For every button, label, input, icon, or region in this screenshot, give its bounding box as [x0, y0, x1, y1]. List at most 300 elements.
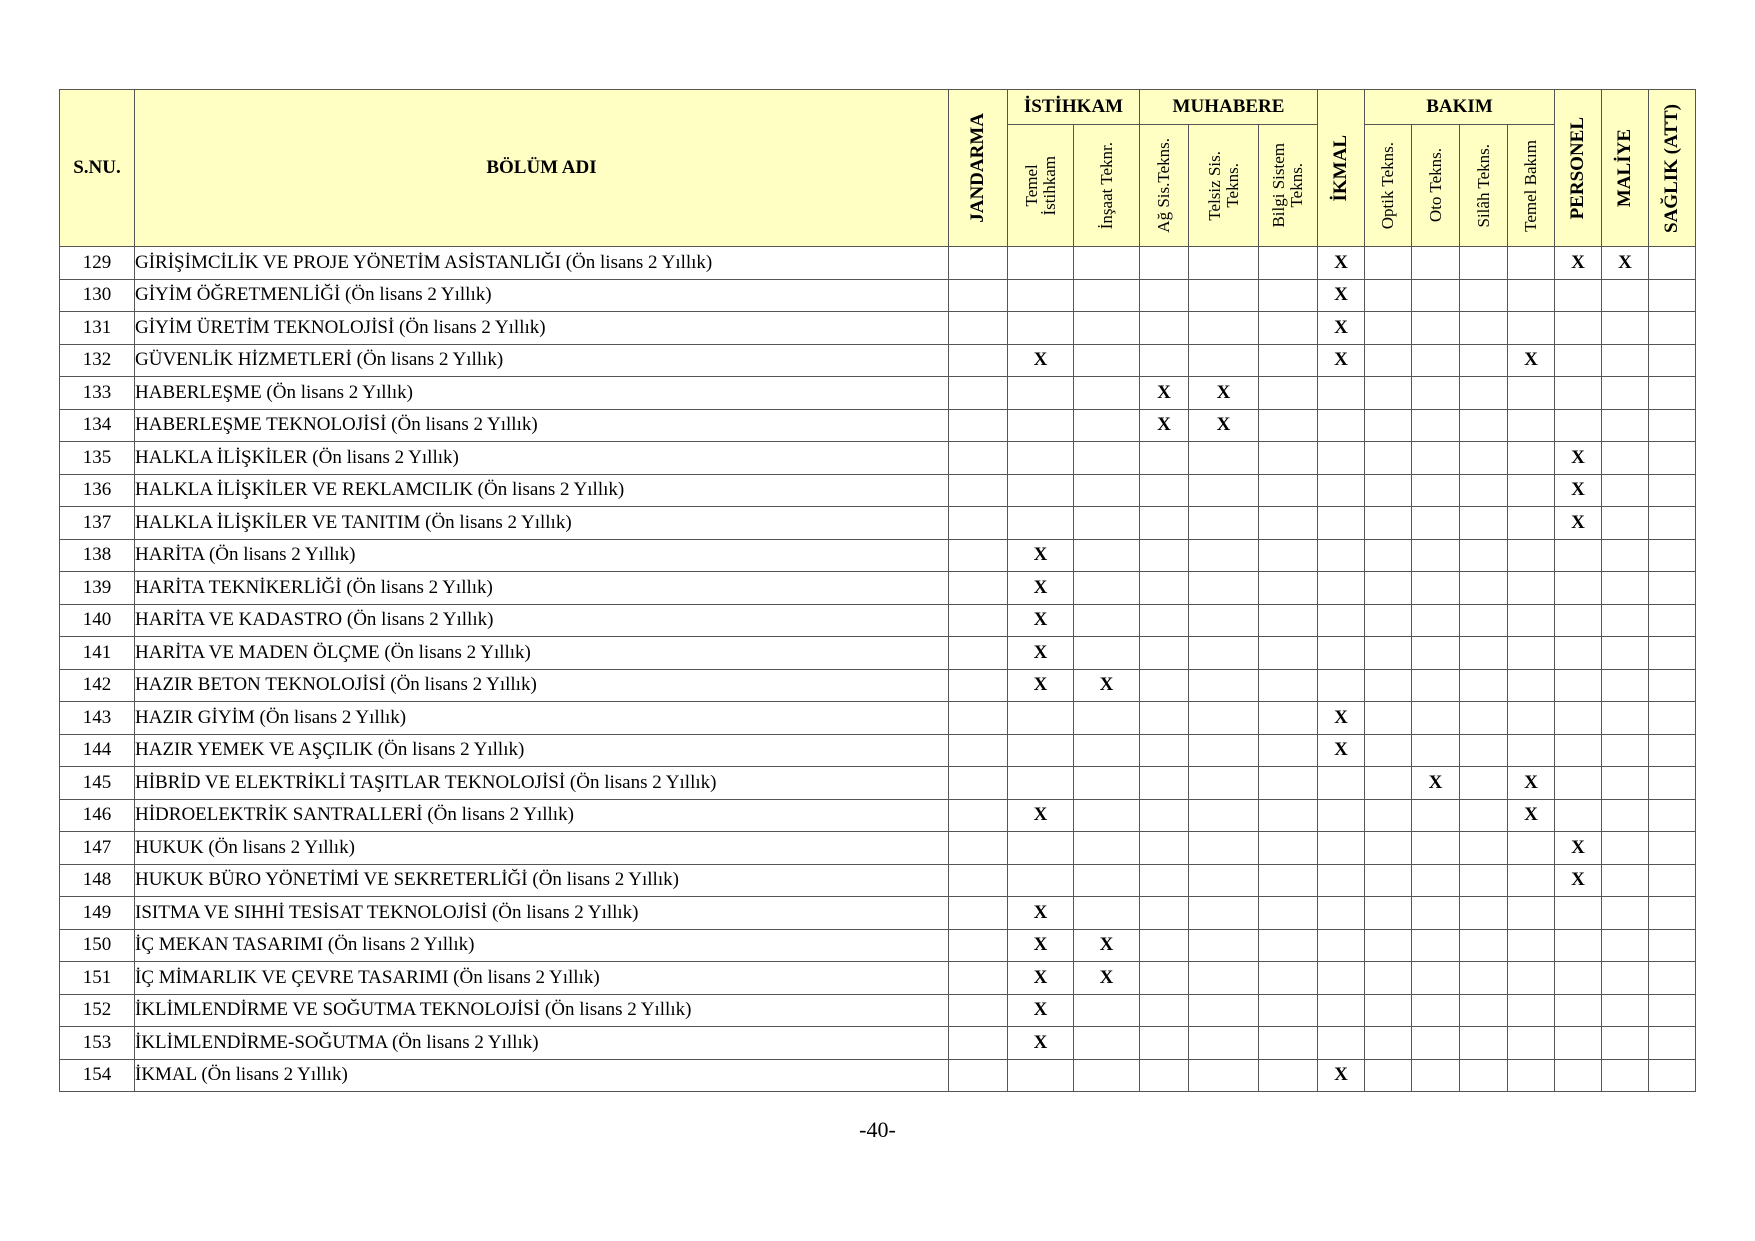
- table-row: [60, 637, 1696, 670]
- table-row: [60, 507, 1696, 540]
- row-mark-cell: [1189, 312, 1259, 345]
- row-mark-cell: [1259, 279, 1318, 312]
- row-mark-cell: [1140, 864, 1189, 897]
- row-mark-cell: [1259, 507, 1318, 540]
- row-mark-cell: [1460, 669, 1508, 702]
- row-mark-cell: [1602, 507, 1649, 540]
- row-mark-cell: [1602, 344, 1649, 377]
- row-mark-cell: X: [1318, 734, 1365, 767]
- row-mark-cell: [1649, 279, 1696, 312]
- row-mark-cell: [1259, 929, 1318, 962]
- row-mark-cell: [1412, 734, 1460, 767]
- row-mark-cell: [1412, 1027, 1460, 1060]
- row-mark-cell: [1259, 344, 1318, 377]
- row-mark-cell: [1365, 442, 1412, 475]
- row-mark-cell: [1412, 572, 1460, 605]
- row-mark-cell: [1508, 864, 1555, 897]
- row-mark-cell: [1460, 442, 1508, 475]
- row-bolum-adi: HARİTA TEKNİKERLİĞİ (Ön lisans 2 Yıllık): [135, 572, 949, 605]
- row-bolum-adi: HİDROELEKTRİK SANTRALLERİ (Ön lisans 2 Yıllık): [135, 799, 949, 832]
- table-row: [60, 377, 1696, 410]
- row-mark-cell: [1365, 702, 1412, 735]
- row-mark-cell: [1074, 637, 1140, 670]
- row-mark-cell: [1602, 539, 1649, 572]
- row-mark-cell: [1318, 572, 1365, 605]
- row-mark-cell: [1074, 312, 1140, 345]
- table-row: [60, 767, 1696, 800]
- row-snu: 135: [60, 442, 135, 475]
- row-mark-cell: [949, 799, 1008, 832]
- row-mark-cell: [1259, 539, 1318, 572]
- row-bolum-adi: GİYİM ÜRETİM TEKNOLOJİSİ (Ön lisans 2 Yıllık): [135, 312, 949, 345]
- row-snu: 150: [60, 929, 135, 962]
- row-mark-cell: [1508, 507, 1555, 540]
- row-mark-cell: [1189, 539, 1259, 572]
- row-mark-cell: [1318, 767, 1365, 800]
- row-snu: 138: [60, 539, 135, 572]
- header-silah: [1460, 125, 1508, 247]
- row-mark-cell: [1508, 474, 1555, 507]
- row-bolum-adi: HALKLA İLİŞKİLER (Ön lisans 2 Yıllık): [135, 442, 949, 475]
- table-row: [60, 1059, 1696, 1092]
- row-mark-cell: [1189, 702, 1259, 735]
- row-mark-cell: [1365, 767, 1412, 800]
- row-snu: 139: [60, 572, 135, 605]
- row-mark-cell: [1649, 962, 1696, 995]
- row-mark-cell: [1460, 994, 1508, 1027]
- table-body: [60, 247, 1696, 1092]
- row-mark-cell: [1189, 994, 1259, 1027]
- row-mark-cell: [1365, 409, 1412, 442]
- header-silah-label: Silâh Tekns.: [1473, 143, 1493, 228]
- row-mark-cell: [1602, 897, 1649, 930]
- header-saglik-label: SAĞLIK (ATT): [1661, 103, 1683, 233]
- row-mark-cell: [1318, 377, 1365, 410]
- row-mark-cell: [1649, 539, 1696, 572]
- row-mark-cell: [1460, 1059, 1508, 1092]
- row-mark-cell: [1460, 929, 1508, 962]
- row-bolum-adi: HAZIR BETON TEKNOLOJİSİ (Ön lisans 2 Yıllık): [135, 669, 949, 702]
- header-maliye-label: MALİYE: [1614, 128, 1636, 208]
- row-mark-cell: [1365, 1027, 1412, 1060]
- row-mark-cell: [1460, 344, 1508, 377]
- row-mark-cell: X: [1555, 442, 1602, 475]
- row-mark-cell: [1140, 767, 1189, 800]
- row-snu: 147: [60, 832, 135, 865]
- eligibility-table: [59, 89, 1696, 1092]
- row-mark-cell: [1140, 604, 1189, 637]
- header-istihkam: İSTİHKAM: [1008, 90, 1140, 125]
- row-mark-cell: [1555, 572, 1602, 605]
- row-mark-cell: [1412, 702, 1460, 735]
- row-mark-cell: X: [1555, 507, 1602, 540]
- row-mark-cell: [1318, 962, 1365, 995]
- row-bolum-adi: GİRİŞİMCİLİK VE PROJE YÖNETİM ASİSTANLIĞI (Ön lisans 2 Yıllık): [135, 247, 949, 280]
- row-mark-cell: [1602, 1059, 1649, 1092]
- row-mark-cell: [1649, 994, 1696, 1027]
- row-mark-cell: [1555, 767, 1602, 800]
- row-mark-cell: [1412, 637, 1460, 670]
- row-mark-cell: [1189, 767, 1259, 800]
- row-bolum-adi: HALKLA İLİŞKİLER VE REKLAMCILIK (Ön lisans 2 Yıllık): [135, 474, 949, 507]
- row-mark-cell: [949, 637, 1008, 670]
- row-mark-cell: [949, 344, 1008, 377]
- row-mark-cell: [1259, 864, 1318, 897]
- page-number: -40-: [859, 1117, 896, 1142]
- header-oto-label: Oto Tekns.: [1425, 148, 1445, 223]
- row-mark-cell: [949, 962, 1008, 995]
- row-mark-cell: [1189, 897, 1259, 930]
- row-mark-cell: [1460, 507, 1508, 540]
- row-mark-cell: [1555, 799, 1602, 832]
- row-mark-cell: [1259, 669, 1318, 702]
- header-oto: [1412, 125, 1460, 247]
- table-row: [60, 669, 1696, 702]
- header-temel-istihkam: [1008, 125, 1074, 247]
- row-mark-cell: [1318, 442, 1365, 475]
- row-mark-cell: [1008, 442, 1074, 475]
- row-mark-cell: [1318, 507, 1365, 540]
- row-mark-cell: [1508, 279, 1555, 312]
- row-mark-cell: [1508, 669, 1555, 702]
- row-mark-cell: X: [1189, 377, 1259, 410]
- row-bolum-adi: HAZIR YEMEK VE AŞÇILIK (Ön lisans 2 Yıllık): [135, 734, 949, 767]
- row-mark-cell: [1189, 734, 1259, 767]
- row-snu: 141: [60, 637, 135, 670]
- row-mark-cell: [1412, 604, 1460, 637]
- row-mark-cell: [1508, 312, 1555, 345]
- row-mark-cell: X: [1318, 312, 1365, 345]
- row-bolum-adi: GİYİM ÖĞRETMENLİĞİ (Ön lisans 2 Yıllık): [135, 279, 949, 312]
- row-mark-cell: X: [1008, 962, 1074, 995]
- row-mark-cell: [1365, 1059, 1412, 1092]
- row-mark-cell: [1074, 864, 1140, 897]
- row-mark-cell: [1008, 474, 1074, 507]
- row-mark-cell: X: [1318, 702, 1365, 735]
- row-snu: 145: [60, 767, 135, 800]
- header-ag: [1140, 125, 1189, 247]
- row-mark-cell: [1008, 864, 1074, 897]
- row-mark-cell: [1555, 994, 1602, 1027]
- row-mark-cell: [1365, 474, 1412, 507]
- row-mark-cell: [1649, 312, 1696, 345]
- row-mark-cell: [1460, 247, 1508, 280]
- row-mark-cell: [949, 409, 1008, 442]
- row-mark-cell: [1189, 929, 1259, 962]
- header-snu: S.NU.: [60, 90, 135, 247]
- row-mark-cell: [1074, 442, 1140, 475]
- row-mark-cell: [1602, 474, 1649, 507]
- header-bilgi-line2: Tekns.: [1287, 163, 1306, 208]
- row-mark-cell: [1074, 832, 1140, 865]
- row-mark-cell: [1649, 734, 1696, 767]
- header-jandarma: [949, 90, 1008, 247]
- row-mark-cell: X: [1555, 474, 1602, 507]
- row-mark-cell: [1140, 1027, 1189, 1060]
- row-snu: 146: [60, 799, 135, 832]
- row-mark-cell: [949, 929, 1008, 962]
- row-bolum-adi: HABERLEŞME (Ön lisans 2 Yıllık): [135, 377, 949, 410]
- table-row: [60, 799, 1696, 832]
- row-mark-cell: [1259, 312, 1318, 345]
- row-mark-cell: [1259, 409, 1318, 442]
- row-mark-cell: [1189, 799, 1259, 832]
- row-mark-cell: [1365, 994, 1412, 1027]
- row-bolum-adi: HUKUK (Ön lisans 2 Yıllık): [135, 832, 949, 865]
- header-muhabere: MUHABERE: [1140, 90, 1318, 125]
- row-mark-cell: X: [1318, 279, 1365, 312]
- row-mark-cell: [1074, 279, 1140, 312]
- row-snu: 130: [60, 279, 135, 312]
- row-bolum-adi: İÇ MİMARLIK VE ÇEVRE TASARIMI (Ön lisans 2 Yıllık): [135, 962, 949, 995]
- row-mark-cell: [1602, 962, 1649, 995]
- row-mark-cell: [1074, 474, 1140, 507]
- row-mark-cell: X: [1555, 864, 1602, 897]
- table-row: [60, 962, 1696, 995]
- row-mark-cell: [1140, 994, 1189, 1027]
- row-mark-cell: [1412, 994, 1460, 1027]
- row-mark-cell: [1259, 474, 1318, 507]
- row-mark-cell: [1412, 832, 1460, 865]
- row-mark-cell: [949, 474, 1008, 507]
- row-mark-cell: [1074, 767, 1140, 800]
- row-mark-cell: [1365, 799, 1412, 832]
- row-mark-cell: [1555, 1027, 1602, 1060]
- row-mark-cell: [1189, 442, 1259, 475]
- table-header: [60, 90, 1696, 247]
- row-mark-cell: [1602, 864, 1649, 897]
- row-mark-cell: X: [1140, 377, 1189, 410]
- row-mark-cell: [1008, 377, 1074, 410]
- row-mark-cell: [1460, 962, 1508, 995]
- table-row: [60, 1027, 1696, 1060]
- row-mark-cell: [1259, 832, 1318, 865]
- row-mark-cell: [949, 702, 1008, 735]
- row-mark-cell: X: [1602, 247, 1649, 280]
- table-row: [60, 897, 1696, 930]
- row-mark-cell: [1008, 702, 1074, 735]
- row-mark-cell: [1649, 442, 1696, 475]
- row-mark-cell: [1189, 864, 1259, 897]
- row-mark-cell: [1649, 799, 1696, 832]
- row-mark-cell: [1365, 897, 1412, 930]
- header-temel-bakim-label: Temel Bakım: [1521, 139, 1541, 232]
- row-bolum-adi: ISITMA VE SIHHİ TESİSAT TEKNOLOJİSİ (Ön lisans 2 Yıllık): [135, 897, 949, 930]
- row-mark-cell: [1460, 604, 1508, 637]
- row-mark-cell: [1508, 1059, 1555, 1092]
- row-mark-cell: [1460, 377, 1508, 410]
- row-mark-cell: [1189, 1027, 1259, 1060]
- row-mark-cell: X: [1508, 767, 1555, 800]
- row-mark-cell: [1649, 864, 1696, 897]
- row-mark-cell: [1318, 832, 1365, 865]
- row-mark-cell: [1412, 962, 1460, 995]
- row-mark-cell: [949, 864, 1008, 897]
- row-mark-cell: [1140, 734, 1189, 767]
- row-mark-cell: [1555, 377, 1602, 410]
- row-mark-cell: [1189, 344, 1259, 377]
- row-mark-cell: [949, 539, 1008, 572]
- row-mark-cell: [1508, 702, 1555, 735]
- row-mark-cell: [1259, 994, 1318, 1027]
- table-row: [60, 734, 1696, 767]
- row-mark-cell: [1140, 572, 1189, 605]
- row-mark-cell: [1140, 962, 1189, 995]
- row-mark-cell: X: [1008, 539, 1074, 572]
- row-snu: 142: [60, 669, 135, 702]
- row-mark-cell: [1189, 832, 1259, 865]
- row-mark-cell: [1649, 604, 1696, 637]
- row-mark-cell: [1140, 897, 1189, 930]
- row-snu: 133: [60, 377, 135, 410]
- row-snu: 140: [60, 604, 135, 637]
- row-mark-cell: [1365, 734, 1412, 767]
- row-mark-cell: [1649, 409, 1696, 442]
- row-mark-cell: [1140, 507, 1189, 540]
- row-mark-cell: X: [1008, 994, 1074, 1027]
- header-temel-istihkam-line1: Temel: [1021, 164, 1041, 207]
- row-mark-cell: [1189, 474, 1259, 507]
- row-snu: 154: [60, 1059, 135, 1092]
- row-mark-cell: [1555, 929, 1602, 962]
- row-mark-cell: X: [1508, 344, 1555, 377]
- row-mark-cell: [1555, 962, 1602, 995]
- row-bolum-adi: HABERLEŞME TEKNOLOJİSİ (Ön lisans 2 Yıllık): [135, 409, 949, 442]
- row-mark-cell: [1602, 604, 1649, 637]
- row-mark-cell: [1189, 669, 1259, 702]
- row-mark-cell: [1412, 312, 1460, 345]
- table-row: [60, 994, 1696, 1027]
- row-mark-cell: [1074, 734, 1140, 767]
- row-mark-cell: [1140, 247, 1189, 280]
- row-mark-cell: [1555, 734, 1602, 767]
- row-mark-cell: [1555, 409, 1602, 442]
- row-mark-cell: X: [1008, 344, 1074, 377]
- row-mark-cell: [1602, 734, 1649, 767]
- row-mark-cell: [1649, 832, 1696, 865]
- row-mark-cell: [1460, 767, 1508, 800]
- row-mark-cell: [1649, 247, 1696, 280]
- row-mark-cell: [1259, 442, 1318, 475]
- row-mark-cell: [1318, 474, 1365, 507]
- row-mark-cell: [1649, 897, 1696, 930]
- row-mark-cell: [949, 669, 1008, 702]
- row-mark-cell: [1074, 572, 1140, 605]
- row-mark-cell: [1460, 312, 1508, 345]
- row-mark-cell: [949, 377, 1008, 410]
- row-mark-cell: [1412, 409, 1460, 442]
- row-mark-cell: [1412, 279, 1460, 312]
- row-mark-cell: [1140, 279, 1189, 312]
- row-mark-cell: [1259, 247, 1318, 280]
- header-temel-bakim: [1508, 125, 1555, 247]
- row-mark-cell: [1460, 572, 1508, 605]
- row-bolum-adi: HUKUK BÜRO YÖNETİMİ VE SEKRETERLİĞİ (Ön lisans 2 Yıllık): [135, 864, 949, 897]
- row-mark-cell: X: [1412, 767, 1460, 800]
- row-mark-cell: [949, 604, 1008, 637]
- row-mark-cell: [1318, 1027, 1365, 1060]
- row-mark-cell: [1365, 864, 1412, 897]
- row-mark-cell: [1508, 442, 1555, 475]
- header-optik-label: Optik Tekns.: [1378, 141, 1398, 230]
- row-mark-cell: X: [1008, 669, 1074, 702]
- row-mark-cell: [1508, 832, 1555, 865]
- row-mark-cell: [1508, 377, 1555, 410]
- row-mark-cell: [1074, 377, 1140, 410]
- table-row: [60, 312, 1696, 345]
- header-saglik: [1649, 90, 1696, 247]
- row-mark-cell: [1602, 409, 1649, 442]
- row-mark-cell: X: [1074, 929, 1140, 962]
- row-mark-cell: [1074, 604, 1140, 637]
- table-row: [60, 864, 1696, 897]
- row-bolum-adi: GÜVENLİK HİZMETLERİ (Ön lisans 2 Yıllık): [135, 344, 949, 377]
- row-mark-cell: [1508, 897, 1555, 930]
- row-snu: 144: [60, 734, 135, 767]
- header-maliye: [1602, 90, 1649, 247]
- row-mark-cell: [1074, 897, 1140, 930]
- row-mark-cell: [1555, 604, 1602, 637]
- row-mark-cell: [1460, 279, 1508, 312]
- row-mark-cell: [1365, 377, 1412, 410]
- header-personel-label: PERSONEL: [1567, 116, 1589, 220]
- row-mark-cell: [1508, 539, 1555, 572]
- row-mark-cell: [1460, 409, 1508, 442]
- row-mark-cell: [1074, 1059, 1140, 1092]
- row-mark-cell: X: [1318, 344, 1365, 377]
- row-bolum-adi: İKLİMLENDİRME VE SOĞUTMA TEKNOLOJİSİ (Ön lisans 2 Yıllık): [135, 994, 949, 1027]
- row-mark-cell: [1508, 962, 1555, 995]
- row-snu: 132: [60, 344, 135, 377]
- row-mark-cell: [1365, 247, 1412, 280]
- row-mark-cell: [1602, 929, 1649, 962]
- row-mark-cell: [1602, 637, 1649, 670]
- row-mark-cell: [1460, 897, 1508, 930]
- row-bolum-adi: HAZIR GİYİM (Ön lisans 2 Yıllık): [135, 702, 949, 735]
- row-mark-cell: [1365, 669, 1412, 702]
- row-mark-cell: [1412, 507, 1460, 540]
- row-mark-cell: [949, 1027, 1008, 1060]
- row-mark-cell: [1649, 344, 1696, 377]
- header-insaat-label: İnşaat Teknr.: [1096, 141, 1116, 230]
- row-mark-cell: [1259, 604, 1318, 637]
- row-mark-cell: X: [1140, 409, 1189, 442]
- row-mark-cell: [1189, 279, 1259, 312]
- row-mark-cell: [1508, 247, 1555, 280]
- row-mark-cell: [1555, 702, 1602, 735]
- row-mark-cell: [1555, 279, 1602, 312]
- row-bolum-adi: HARİTA VE KADASTRO (Ön lisans 2 Yıllık): [135, 604, 949, 637]
- row-mark-cell: [1008, 409, 1074, 442]
- header-ikmal: [1318, 90, 1365, 247]
- row-snu: 151: [60, 962, 135, 995]
- row-mark-cell: [1460, 832, 1508, 865]
- row-mark-cell: [1259, 377, 1318, 410]
- row-snu: 131: [60, 312, 135, 345]
- row-mark-cell: [1412, 442, 1460, 475]
- row-bolum-adi: HARİTA VE MADEN ÖLÇME (Ön lisans 2 Yıllık): [135, 637, 949, 670]
- row-mark-cell: [1508, 734, 1555, 767]
- table-row: [60, 572, 1696, 605]
- row-mark-cell: [1140, 702, 1189, 735]
- row-mark-cell: X: [1074, 669, 1140, 702]
- table-row: [60, 929, 1696, 962]
- table-row: [60, 279, 1696, 312]
- row-mark-cell: [1649, 929, 1696, 962]
- row-mark-cell: [1189, 1059, 1259, 1092]
- header-ag-label: Ağ Sis.Tekns.: [1154, 138, 1174, 233]
- row-bolum-adi: İÇ MEKAN TASARIMI (Ön lisans 2 Yıllık): [135, 929, 949, 962]
